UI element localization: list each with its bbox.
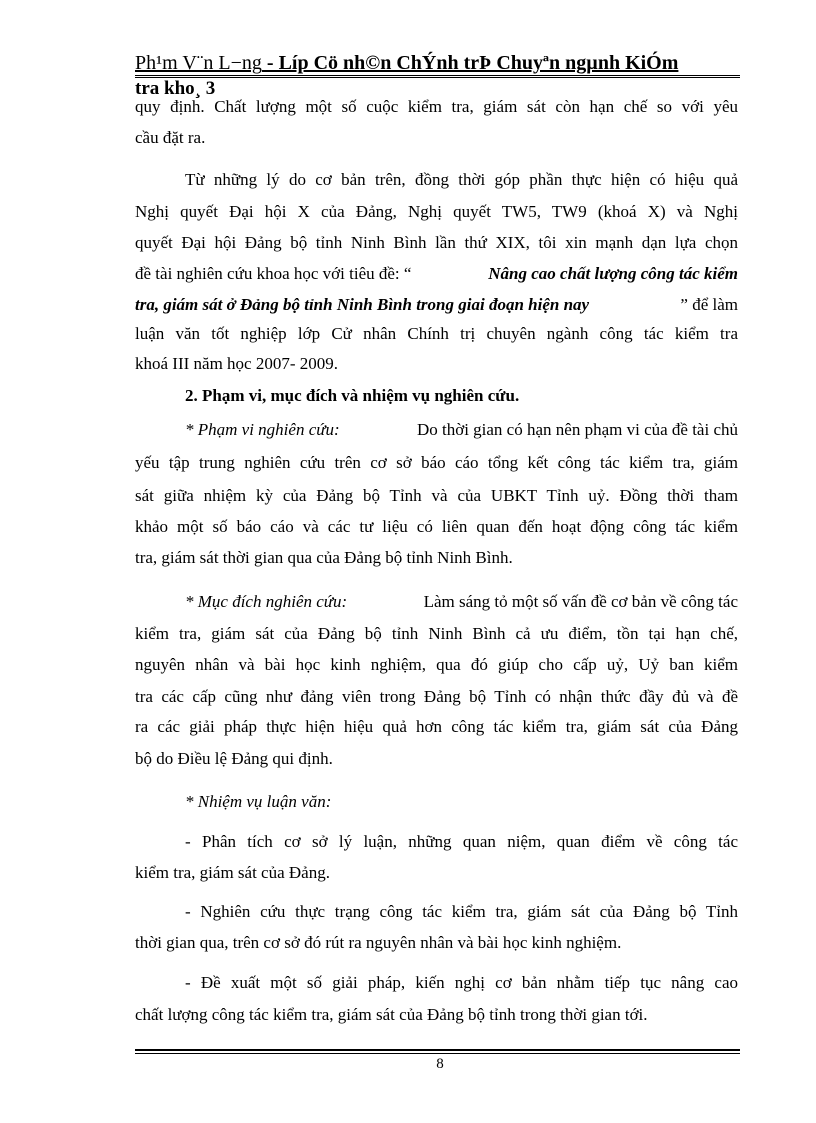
text-line: thời gian qua, trên cơ sở đó rút ra nguyên nhân và bài học kinh nghiệm.	[135, 933, 622, 952]
text-line: kiểm tra, giám sát của Đảng bộ tỉnh Ninh Bình cả ưu điểm, tồn tại hạn chế,	[135, 624, 738, 643]
label: * Nhiệm vụ luận văn:	[185, 792, 332, 811]
text-line: Nghị quyết Đại hội X của Đảng, Nghị quyết TW5, TW9 (khoá X) và Nghị	[135, 202, 738, 221]
text-line: bộ do Điều lệ Đảng qui định.	[135, 749, 333, 768]
text-line: khoá III năm học 2007- 2009.	[135, 354, 339, 373]
running-header	[135, 52, 678, 75]
text: đề tài nghiên cứu khoa học với tiêu đề: “	[135, 264, 412, 283]
header-author: Ph¹m V¨n L−ng	[135, 52, 262, 74]
text-line: Từ những lý do cơ bản trên, đồng thời góp phần thực hiện có hiệu quả	[185, 170, 738, 189]
text-line: chất lượng công tác kiểm tra, giám sát của Đảng bộ tỉnh trong thời gian tới.	[135, 1005, 648, 1024]
label: * Mục đích nghiên cứu:	[185, 592, 348, 611]
text: Làm sáng tỏ một số vấn đề cơ bản về công tác	[423, 592, 738, 611]
text-line: quy định. Chất lượng một số cuộc kiểm tra, giám sát còn hạn chế so với yêu	[135, 97, 738, 116]
text-line: yếu tập trung nghiên cứu trên cơ sở báo cáo tổng kết công tác kiểm tra, giám	[135, 453, 738, 472]
text-line: cầu đặt ra.	[135, 128, 206, 147]
thesis-title: tra, giám sát ở Đảng bộ tỉnh Ninh Bình trong giai đoạn hiện nay	[135, 295, 590, 314]
header-course: - Líp Cö nh©n ChÝnh trÞ Chuyªn ngµnh KiÓm	[261, 52, 679, 74]
text: Do thời gian có hạn nên phạm vi của đề tài chủ	[416, 420, 738, 439]
text-line	[135, 295, 738, 315]
text-line: - Nghiên cứu thực trạng công tác kiểm tra, giám sát của Đảng bộ Tỉnh	[185, 902, 738, 921]
page-number: 8	[436, 1056, 444, 1072]
header-rule	[135, 77, 740, 78]
text-line: ra các giải pháp thực hiện hiệu quả hơn công tác kiểm tra, giám sát của Đảng	[135, 717, 738, 736]
text-line: luận văn tốt nghiệp lớp Cử nhân Chính trị chuyên ngành công tác kiểm tra	[135, 324, 738, 343]
text-line	[185, 592, 738, 612]
text-line: quyết Đại hội Đảng bộ tỉnh Ninh Bình lần thứ XIX, tôi xin mạnh dạn lựa chọn	[135, 233, 738, 252]
footer-rule	[135, 1049, 740, 1051]
text-line: - Đề xuất một số giải pháp, kiến nghị cơ bản nhằm tiếp tục nâng cao	[185, 973, 738, 992]
text-line	[135, 264, 738, 284]
text-line: kiểm tra, giám sát của Đảng.	[135, 863, 330, 882]
text-line: tra, giám sát thời gian qua của Đảng bộ tỉnh Ninh Bình.	[135, 548, 513, 567]
text-line: - Phân tích cơ sở lý luận, những quan niệm, quan điểm về công tác	[185, 832, 738, 851]
text-line: sát giữa nhiệm kỳ của Đảng bộ Tỉnh và của UBKT Tỉnh uỷ. Đồng thời tham	[135, 486, 738, 505]
text-line: nguyên nhân và bài học kinh nghiệm, qua đó giúp cho cấp uỷ, Uỷ ban kiểm	[135, 655, 738, 674]
text: ” để làm	[680, 295, 738, 314]
text-line	[185, 420, 738, 440]
header-rule	[135, 75, 740, 76]
footer-rule	[135, 1053, 740, 1054]
label: * Phạm vi nghiên cứu:	[185, 420, 340, 439]
section-heading: 2. Phạm vi, mục đích và nhiệm vụ nghiên cứu.	[185, 386, 520, 405]
thesis-title: Nâng cao chất lượng công tác kiểm	[488, 264, 738, 283]
text-line: khảo một số báo cáo và các tư liệu có liên quan đến hoạt động công tác kiểm	[135, 517, 738, 536]
header-course-cont: tra kho¸ 3	[135, 78, 216, 99]
text-line: tra các cấp cũng như đảng viên trong Đảng bộ Tỉnh có nhận thức đầy đủ và đề	[135, 687, 738, 706]
